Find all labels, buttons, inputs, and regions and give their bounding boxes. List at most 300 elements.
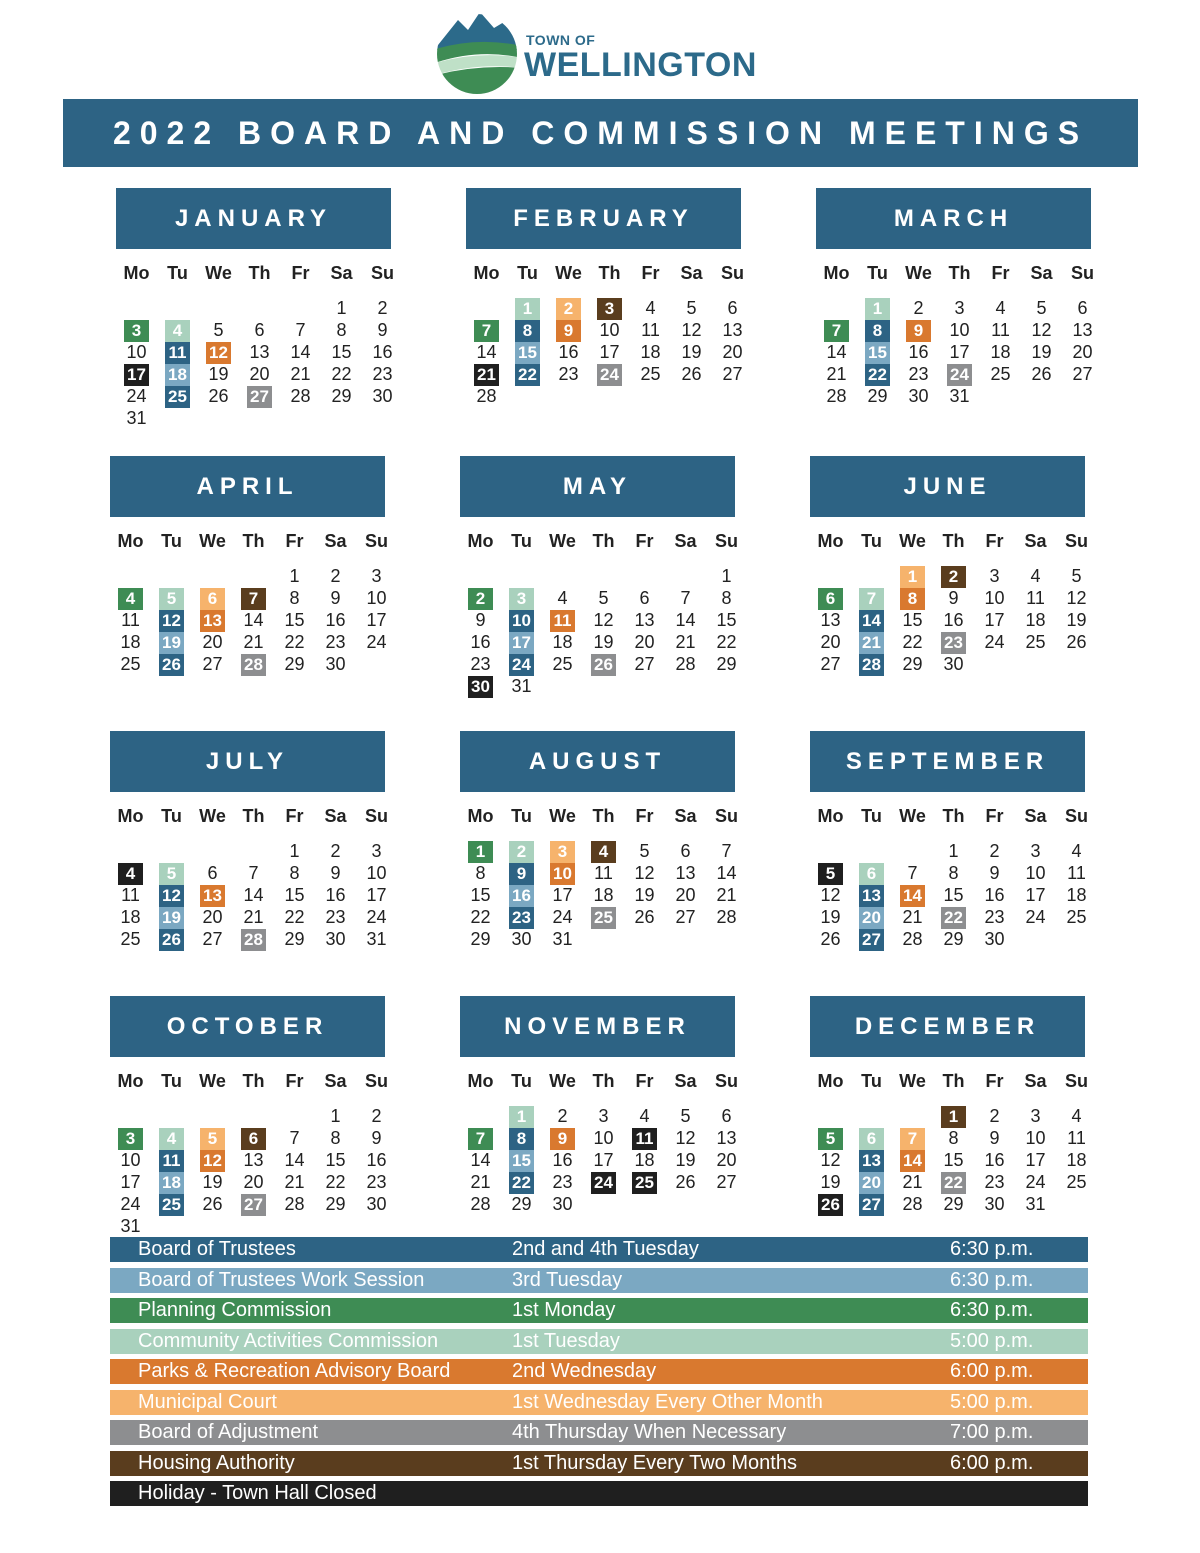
meeting-day-marker: 6 [241, 1128, 266, 1150]
day-cell: 5 [639, 841, 650, 861]
meeting-day-marker: 21 [474, 364, 499, 386]
legend-time: 6:30 p.m. [950, 1238, 1034, 1260]
month-header: MAY [460, 456, 735, 517]
meeting-day-marker: 5 [200, 1128, 225, 1150]
weekday-label: Tu [861, 531, 882, 551]
weekday-label: Sa [674, 1071, 697, 1091]
day-cell: 6 [207, 863, 218, 883]
day-cell: 1 [289, 841, 300, 861]
empty-day-cell [233, 565, 274, 587]
weekday-label: Fr [641, 263, 660, 283]
weekday-label: Th [942, 1071, 965, 1091]
day-cell [501, 587, 542, 609]
weekday-label: Sa [1024, 1071, 1047, 1091]
month-november [460, 996, 738, 1215]
day-cell [583, 1171, 624, 1193]
meeting-day-marker: 9 [556, 320, 581, 342]
day-cell: 31 [949, 386, 970, 406]
meeting-day-marker: 26 [591, 654, 616, 676]
weekday-label: Su [714, 531, 738, 551]
day-cell: 9 [377, 320, 388, 340]
day-cell: 26 [202, 1194, 223, 1214]
day-cell: 25 [640, 364, 661, 384]
legend-row-court [110, 1390, 1088, 1415]
day-cell: 30 [366, 1194, 387, 1214]
day-cell: 10 [126, 342, 147, 362]
day-cell: 18 [634, 1150, 655, 1170]
meeting-day-marker: 6 [200, 588, 225, 610]
empty-day-cell [198, 297, 239, 319]
day-cell: 27 [634, 654, 655, 674]
day-cell: 16 [943, 610, 964, 630]
meeting-day-marker: 7 [241, 588, 266, 610]
days-grid [110, 840, 385, 950]
day-cell: 4 [1071, 1106, 1082, 1126]
day-cell: 12 [634, 863, 655, 883]
empty-day-cell [810, 840, 851, 862]
day-cell: 26 [820, 929, 841, 949]
month-header: FEBRUARY [466, 188, 741, 249]
weekday-label: Fr [635, 806, 654, 826]
day-cell [151, 906, 192, 928]
weekday-label: Mo [817, 1071, 844, 1091]
meeting-day-marker: 18 [159, 1172, 184, 1194]
day-cell: 17 [366, 885, 387, 905]
day-cell: 8 [336, 320, 347, 340]
day-cell: 22 [716, 632, 737, 652]
day-cell: 14 [470, 1150, 491, 1170]
day-cell: 12 [681, 320, 702, 340]
day-cell: 28 [476, 386, 497, 406]
weekday-label: Mo [817, 531, 844, 551]
legend-name: Housing Authority [138, 1451, 295, 1474]
day-cell: 17 [366, 610, 387, 630]
day-cell [501, 862, 542, 884]
legend-row-cac [110, 1329, 1088, 1354]
day-cell [192, 884, 233, 906]
day-cell: 20 [243, 1172, 264, 1192]
day-cell: 17 [552, 885, 573, 905]
weekday-label: We [899, 806, 926, 826]
day-cell: 12 [1031, 320, 1052, 340]
weekday-label: Mo [467, 1071, 494, 1091]
month-september [810, 731, 1088, 950]
weekday-label: Fr [985, 1071, 1004, 1091]
weekday-label: Mo [823, 263, 850, 283]
day-cell: 15 [716, 610, 737, 630]
day-cell: 23 [908, 364, 929, 384]
day-cell: 20 [1072, 342, 1093, 362]
day-cell: 19 [634, 885, 655, 905]
day-cell: 29 [331, 386, 352, 406]
day-cell: 26 [208, 386, 229, 406]
meeting-day-marker: 8 [900, 588, 925, 610]
day-cell [501, 609, 542, 631]
day-cell [939, 363, 980, 385]
day-cell: 22 [331, 364, 352, 384]
meeting-day-marker: 12 [200, 1150, 225, 1172]
days-grid [110, 1105, 385, 1237]
day-cell: 26 [634, 907, 655, 927]
weekday-label: Sa [1024, 806, 1047, 826]
day-cell: 23 [984, 1172, 1005, 1192]
legend-name: Community Activities Commission [138, 1329, 439, 1352]
day-cell [151, 1171, 192, 1193]
day-cell: 11 [641, 320, 660, 340]
meeting-day-marker: 13 [859, 1150, 884, 1172]
day-cell: 11 [121, 610, 140, 630]
legend-time: 5:00 p.m. [950, 1390, 1034, 1413]
weekday-label: Fr [285, 1071, 304, 1091]
day-cell [933, 565, 974, 587]
day-cell: 5 [1036, 298, 1047, 318]
day-cell: 20 [722, 342, 743, 362]
day-cell: 1 [289, 566, 300, 586]
legend-name: Holiday - Town Hall Closed [138, 1482, 377, 1504]
meeting-day-marker: 4 [165, 320, 190, 342]
empty-day-cell [280, 297, 321, 319]
day-cell [851, 906, 892, 928]
day-cell: 29 [284, 929, 305, 949]
day-cell: 4 [995, 298, 1006, 318]
day-cell: 31 [511, 676, 532, 696]
day-cell: 2 [330, 566, 341, 586]
empty-day-cell [851, 565, 892, 587]
day-cell [624, 1127, 665, 1149]
month-april [110, 456, 388, 675]
day-cell: 3 [989, 566, 1000, 586]
day-cell: 5 [686, 298, 697, 318]
weekday-label: Th [948, 263, 971, 283]
logo-line-2: WELLINGTON [524, 46, 757, 84]
weekday-label: Fr [985, 531, 1004, 551]
month-header: MARCH [816, 188, 1091, 249]
meeting-day-marker: 5 [159, 863, 184, 885]
day-cell: 19 [820, 907, 841, 927]
day-cell: 30 [943, 654, 964, 674]
day-cell: 21 [675, 632, 696, 652]
day-cell: 12 [1066, 588, 1087, 608]
weekday-label: We [899, 531, 926, 551]
meeting-day-marker: 5 [159, 588, 184, 610]
day-cell: 4 [1030, 566, 1041, 586]
meeting-day-marker: 1 [865, 298, 890, 320]
day-cell: 21 [826, 364, 847, 384]
weekday-label: We [899, 1071, 926, 1091]
day-cell: 9 [989, 863, 1000, 883]
day-cell: 10 [366, 588, 387, 608]
day-cell: 16 [372, 342, 393, 362]
day-cell: 8 [948, 863, 959, 883]
day-cell: 23 [558, 364, 579, 384]
weekday-label: Mo [817, 806, 844, 826]
meeting-day-marker: 3 [124, 320, 149, 342]
weekday-label: Tu [861, 806, 882, 826]
weekday-label: Sa [1030, 263, 1053, 283]
day-cell: 20 [716, 1150, 737, 1170]
weekday-label: We [199, 806, 226, 826]
town-logo [432, 6, 772, 96]
day-cell: 20 [675, 885, 696, 905]
weekday-label: Th [242, 806, 265, 826]
day-cell [116, 319, 157, 341]
day-cell: 13 [243, 1150, 264, 1170]
meeting-day-marker: 9 [550, 1128, 575, 1150]
day-cell: 14 [243, 885, 264, 905]
day-cell [542, 609, 583, 631]
weekday-label: Sa [330, 263, 353, 283]
meeting-day-marker: 17 [124, 364, 149, 386]
weekday-label: Sa [674, 531, 697, 551]
day-cell: 4 [639, 1106, 650, 1126]
legend-name: Planning Commission [138, 1299, 332, 1321]
legend-name: Board of Adjustment [138, 1421, 319, 1443]
weekday-label: We [205, 263, 232, 283]
day-cell [851, 1127, 892, 1149]
day-cell: 23 [984, 907, 1005, 927]
day-cell: 30 [325, 654, 346, 674]
meeting-day-marker: 24 [947, 364, 972, 386]
weekday-label: Sa [680, 263, 703, 283]
day-cell [157, 319, 198, 341]
mountain-logo-icon [432, 6, 522, 96]
day-cell [851, 1149, 892, 1171]
meeting-day-marker: 10 [509, 610, 534, 632]
day-cell: 27 [675, 907, 696, 927]
legend-row-holiday [110, 1481, 1088, 1506]
day-cell: 6 [721, 1106, 732, 1126]
day-cell: 17 [1025, 885, 1046, 905]
weekday-label: Tu [161, 806, 182, 826]
weekday-header-row [466, 263, 744, 285]
day-cell: 21 [902, 907, 923, 927]
meeting-day-marker: 25 [632, 1172, 657, 1194]
day-cell [583, 906, 624, 928]
days-grid [116, 297, 391, 429]
day-cell [151, 587, 192, 609]
month-header: DECEMBER [810, 996, 1085, 1057]
day-cell: 9 [330, 863, 341, 883]
day-cell: 20 [249, 364, 270, 384]
day-cell: 20 [820, 632, 841, 652]
day-cell: 23 [325, 632, 346, 652]
day-cell: 29 [325, 1194, 346, 1214]
days-grid [110, 565, 385, 675]
day-cell: 8 [289, 863, 300, 883]
day-cell: 19 [1031, 342, 1052, 362]
day-cell: 9 [475, 610, 486, 630]
day-cell: 28 [290, 386, 311, 406]
day-cell: 19 [820, 1172, 841, 1192]
legend-schedule: 4th Thursday When Necessary [512, 1421, 787, 1443]
day-cell: 24 [552, 907, 573, 927]
day-cell: 7 [295, 320, 306, 340]
day-cell: 30 [908, 386, 929, 406]
day-cell: 16 [366, 1150, 387, 1170]
day-cell: 3 [954, 298, 965, 318]
meeting-day-marker: 15 [509, 1150, 534, 1172]
weekday-label: Mo [117, 1071, 144, 1091]
day-cell: 6 [1077, 298, 1088, 318]
day-cell: 14 [675, 610, 696, 630]
day-cell: 9 [330, 588, 341, 608]
day-cell: 27 [820, 654, 841, 674]
day-cell: 10 [1025, 863, 1046, 883]
day-cell: 28 [470, 1194, 491, 1214]
day-cell: 10 [949, 320, 970, 340]
day-cell: 14 [716, 863, 737, 883]
day-cell: 8 [721, 588, 732, 608]
day-cell [892, 587, 933, 609]
weekday-label: Mo [123, 263, 150, 283]
day-cell: 2 [330, 841, 341, 861]
meeting-day-marker: 19 [159, 632, 184, 654]
day-cell: 2 [913, 298, 924, 318]
meeting-day-marker: 11 [550, 610, 575, 632]
day-cell: 24 [1025, 907, 1046, 927]
day-cell: 11 [121, 885, 140, 905]
meeting-day-marker: 2 [941, 566, 966, 588]
meeting-day-marker: 11 [165, 342, 190, 364]
meeting-day-marker: 2 [468, 588, 493, 610]
meeting-day-marker: 25 [165, 386, 190, 408]
day-cell: 9 [948, 588, 959, 608]
day-cell [233, 928, 274, 950]
weekday-label: Th [942, 531, 965, 551]
day-cell: 18 [120, 907, 141, 927]
day-cell: 24 [1025, 1172, 1046, 1192]
meeting-day-marker: 1 [941, 1106, 966, 1128]
meeting-day-marker: 3 [597, 298, 622, 320]
weekday-header-row [810, 531, 1088, 553]
day-cell: 2 [557, 1106, 568, 1126]
weekday-label: Mo [473, 263, 500, 283]
day-cell: 18 [593, 885, 614, 905]
weekday-label: We [905, 263, 932, 283]
day-cell: 10 [366, 863, 387, 883]
day-cell [624, 1171, 665, 1193]
legend-time: 6:00 p.m. [950, 1451, 1034, 1474]
day-cell: 10 [599, 320, 620, 340]
day-cell: 30 [511, 929, 532, 949]
day-cell [501, 884, 542, 906]
day-cell: 18 [640, 342, 661, 362]
day-cell: 27 [722, 364, 743, 384]
day-cell: 12 [675, 1128, 696, 1148]
meeting-day-marker: 7 [474, 320, 499, 342]
day-cell [851, 631, 892, 653]
meeting-day-marker: 1 [509, 1106, 534, 1128]
day-cell [507, 363, 548, 385]
day-cell: 29 [470, 929, 491, 949]
day-cell [151, 1149, 192, 1171]
empty-day-cell [816, 297, 857, 319]
legend-schedule: 1st Wednesday Every Other Month [512, 1390, 823, 1413]
weekday-label: Tu [511, 806, 532, 826]
day-cell [110, 587, 151, 609]
day-cell: 28 [716, 907, 737, 927]
day-cell: 29 [284, 654, 305, 674]
meeting-day-marker: 6 [818, 588, 843, 610]
day-cell: 18 [1025, 610, 1046, 630]
weekday-header-row [810, 806, 1088, 828]
legend-schedule: 2nd and 4th Tuesday [512, 1238, 699, 1260]
day-cell [857, 319, 898, 341]
day-cell: 8 [475, 863, 486, 883]
weekday-label: Su [1064, 1071, 1088, 1091]
day-cell: 31 [120, 1216, 141, 1236]
weekday-label: Tu [161, 531, 182, 551]
empty-day-cell [151, 565, 192, 587]
day-cell: 15 [325, 1150, 346, 1170]
meeting-day-marker: 12 [206, 342, 231, 364]
day-cell [507, 341, 548, 363]
day-cell: 24 [366, 632, 387, 652]
empty-day-cell [851, 1105, 892, 1127]
weekday-label: Sa [1024, 531, 1047, 551]
meeting-day-marker: 5 [818, 1128, 843, 1150]
weekday-label: Tu [517, 263, 538, 283]
day-cell [233, 587, 274, 609]
meeting-day-marker: 10 [550, 863, 575, 885]
day-cell [857, 341, 898, 363]
day-cell [507, 319, 548, 341]
meeting-day-marker: 28 [859, 654, 884, 676]
meeting-day-marker: 12 [159, 885, 184, 907]
day-cell: 23 [366, 1172, 387, 1192]
legend-row-housing [110, 1451, 1088, 1476]
day-cell: 19 [675, 1150, 696, 1170]
day-cell: 15 [331, 342, 352, 362]
day-cell: 2 [989, 841, 1000, 861]
weekday-label: We [555, 263, 582, 283]
day-cell: 27 [1072, 364, 1093, 384]
legend-time: 5:00 p.m. [950, 1329, 1034, 1352]
day-cell [192, 1149, 233, 1171]
day-cell: 19 [681, 342, 702, 362]
month-may [460, 456, 738, 697]
day-cell: 22 [325, 1172, 346, 1192]
legend-time: 6:30 p.m. [950, 1268, 1034, 1291]
day-cell: 1 [721, 566, 732, 586]
month-header: JANUARY [116, 188, 391, 249]
meeting-day-marker: 7 [824, 320, 849, 342]
day-cell [810, 1127, 851, 1149]
day-cell: 21 [290, 364, 311, 384]
day-cell [233, 1127, 274, 1149]
day-cell: 8 [330, 1128, 341, 1148]
day-cell [851, 884, 892, 906]
day-cell: 16 [984, 885, 1005, 905]
meeting-day-marker: 28 [241, 929, 266, 951]
meeting-day-marker: 22 [941, 907, 966, 929]
day-cell [933, 906, 974, 928]
day-cell: 30 [372, 386, 393, 406]
weekday-label: Fr [991, 263, 1010, 283]
weekday-label: Fr [285, 531, 304, 551]
day-cell [157, 385, 198, 407]
day-cell [198, 341, 239, 363]
day-cell: 31 [366, 929, 387, 949]
weekday-label: We [549, 806, 576, 826]
legend-schedule: 1st Thursday Every Two Months [512, 1451, 797, 1474]
day-cell [460, 587, 501, 609]
day-cell: 21 [470, 1172, 491, 1192]
empty-day-cell [151, 840, 192, 862]
weekday-label: Th [248, 263, 271, 283]
meeting-day-marker: 26 [818, 1194, 843, 1216]
meeting-day-marker: 17 [509, 632, 534, 654]
